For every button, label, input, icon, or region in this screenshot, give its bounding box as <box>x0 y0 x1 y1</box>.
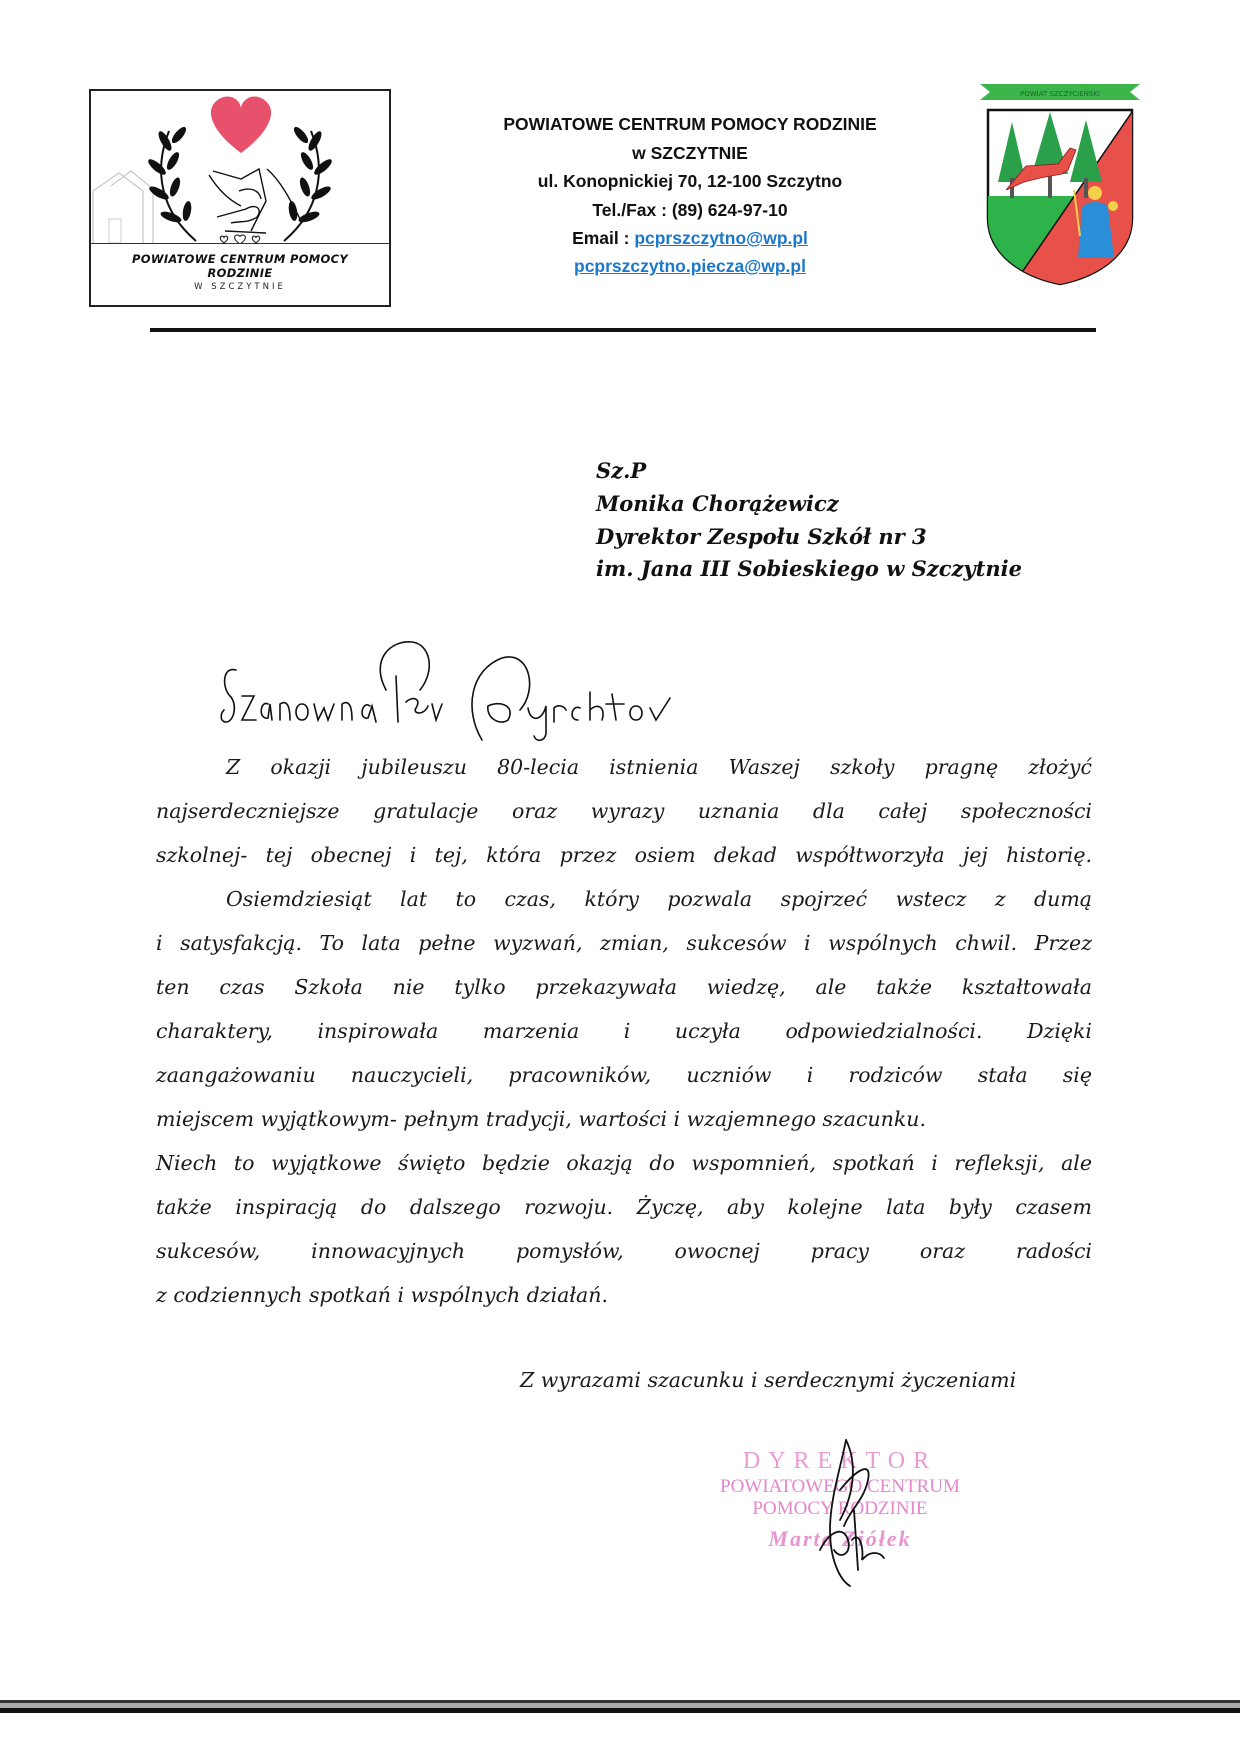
body-line-2: najserdeczniejsze gratulacje oraz wyrazy uznania dla całej społeczności <box>156 799 1092 823</box>
body-line-12: sukcesów, innowacyjnych pomysłów, owocnej pracy oraz radości <box>156 1239 1092 1263</box>
body-line-3: szkolnej- tej obecnej i tej, która przez osiem dekad współtworzyła jej historię. <box>156 843 1092 867</box>
organization-logo <box>89 89 391 307</box>
org-phone: Tel./Fax : (89) 624-97-10 <box>592 200 788 220</box>
body-line-8: zaangażowaniu nauczycieli, pracowników, uczniów i rodziców stała się <box>156 1063 1092 1087</box>
footer-divider <box>0 1700 1240 1714</box>
org-address: ul. Konopnickiej 70, 12-100 Szczytno <box>537 171 843 191</box>
body-line-5: i satysfakcją. To lata pełne wyzwań, zmian, sukcesów i wspólnych chwil. Przez <box>156 931 1092 955</box>
handwritten-salutation <box>150 630 800 750</box>
org-city: w SZCZYTNIE <box>632 143 748 163</box>
body-line-4: Osiemdziesiąt lat to czas, który pozwala spojrzeć wstecz z dumą <box>226 887 1092 911</box>
recipient-honorific: Sz.P <box>596 458 647 483</box>
recipient-name: Monika Chorążewicz <box>596 491 839 516</box>
org-email-row-2 <box>420 256 960 277</box>
body-line-7: charaktery, inspirowała marzenia i uczyła odpowiedzialności. Dzięki <box>156 1019 1092 1043</box>
logo-divider <box>91 243 389 244</box>
body-line-10: Niech to wyjątkowe święto będzie okazją do wspomnień, spotkań i refleksji, ale <box>156 1151 1092 1175</box>
email-label: Email : <box>572 228 635 248</box>
stamp-signatory-name: Marta Ziółek <box>768 1526 912 1551</box>
org-email-row <box>420 228 960 249</box>
email-link-primary[interactable]: pcprszczytno@wp.pl <box>634 228 808 248</box>
stamp-org-line1: POWIATOWEGO CENTRUM <box>720 1476 960 1497</box>
hands-heart-logo-icon <box>91 91 389 243</box>
logo-subtitle: W SZCZYTNIE <box>194 282 286 292</box>
stamp-title: DYREKTOR <box>742 1448 938 1474</box>
org-name: POWIATOWE CENTRUM POMOCY RODZINIE <box>503 114 877 134</box>
logo-title-line2: RODZINIE <box>207 266 273 280</box>
body-line-9: miejscem wyjątkowym- pełnym tradycji, wartości i wzajemnego szacunku. <box>156 1107 927 1131</box>
recipient-school: im. Jana III Sobieskiego w Szczytnie <box>596 556 1022 581</box>
body-line-1: Z okazji jubileuszu 80-lecia istnienia Waszej szkoły pragnę złożyć <box>226 755 1092 779</box>
recipient-title: Dyrektor Zespołu Szkół nr 3 <box>596 524 927 549</box>
body-line-11: także inspiracją do dalszego rozwoju. Życzę, aby kolejne lata były czasem <box>156 1195 1092 1219</box>
coat-of-arms-icon <box>970 78 1150 288</box>
logo-title-line1: POWIATOWE CENTRUM POMOCY <box>132 252 348 266</box>
body-line-13: z codziennych spotkań i wspólnych działań. <box>156 1283 608 1307</box>
email-link-secondary[interactable]: pcprszczytno.piecza@wp.pl <box>574 256 806 276</box>
closing-phrase: Z wyrazami szacunku i serdecznymi życzeniami <box>520 1368 1017 1392</box>
stamp-org-line2: POMOCY RODZINIE <box>752 1498 928 1519</box>
handwritten-signature <box>800 1430 920 1590</box>
coat-banner-text: POWIAT SZCZYCIEŃSKI <box>1020 90 1100 98</box>
header-divider <box>150 328 1096 332</box>
body-line-6: ten czas Szkoła nie tylko przekazywała wiedzę, ale także kształtowała <box>156 975 1092 999</box>
